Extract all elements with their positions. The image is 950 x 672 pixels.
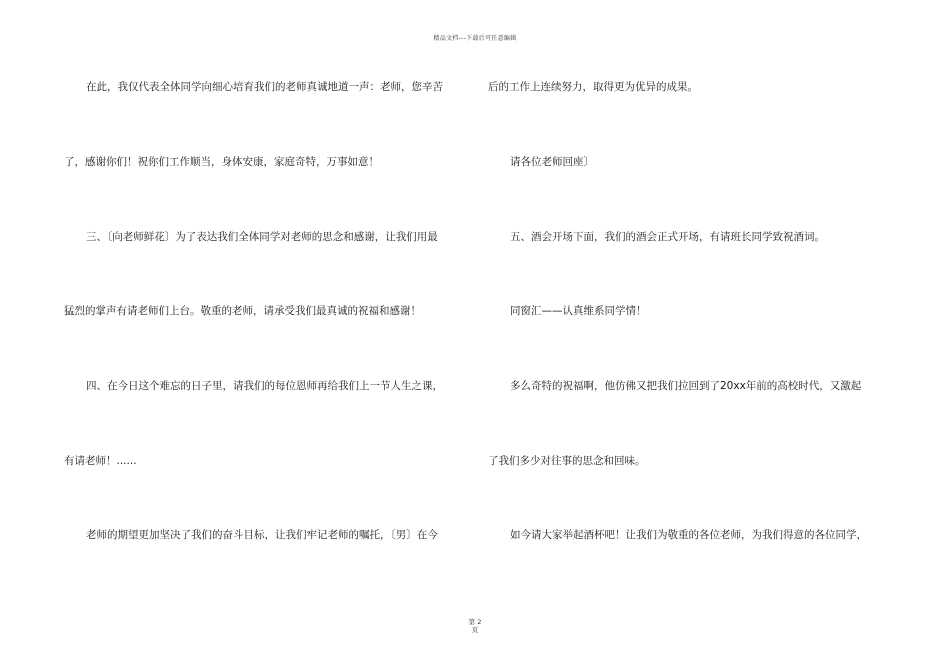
text-line: 如今请大家举起酒杯吧！让我们为敬重的各位老师，为我们得意的各位同学， [510, 529, 867, 541]
text-line: 同窗汇——认真维系同学情！ [510, 305, 647, 317]
text-line: 有请老师！...... [64, 455, 137, 467]
text-line: 了，感谢你们！祝你们工作顺当，身体安康，家庭奇特，万事如意！ [64, 156, 379, 168]
text-line: 在此，我仅代表全体同学向细心培育我们的老师真诚地道一声：老师，您辛苦 [86, 81, 443, 93]
text-line: 三、〔向老师鲜花〕为了表达我们全体同学对老师的思念和感谢，让我们用最 [86, 231, 438, 243]
text-line: 后的工作上连续努力，取得更为优异的成果。 [488, 81, 698, 93]
page-header: 精品文档---下载后可任意编辑 [433, 35, 517, 42]
text-line: 老师的期望更加坚决了我们的奋斗目标，让我们牢记老师的嘱托，〔男〕在今 [86, 529, 438, 541]
page-number-suffix: 页 [471, 626, 479, 634]
text-line: 了我们多少对往事的思念和回味。 [488, 455, 646, 467]
text-line: 请各位老师回座〕 [510, 156, 594, 168]
text-line: 多么奇特的祝福啊，他仿佛又把我们拉回到了20xx年前的高校时代，又激起 [510, 380, 862, 392]
text-line: 四、在今日这个难忘的日子里，请我们的每位恩师再给我们上一节人生之课， [86, 380, 443, 392]
page-number [0, 618, 950, 634]
text-line: 五、酒会开场下面，我们的酒会正式开场，有请班长同学致祝酒词。 [510, 231, 825, 243]
text-line: 猛烈的掌声有请老师们上台。敬重的老师，请承受我们最真诚的祝福和感谢！ [64, 305, 421, 317]
page-number-prefix: 第 2 [468, 618, 482, 626]
